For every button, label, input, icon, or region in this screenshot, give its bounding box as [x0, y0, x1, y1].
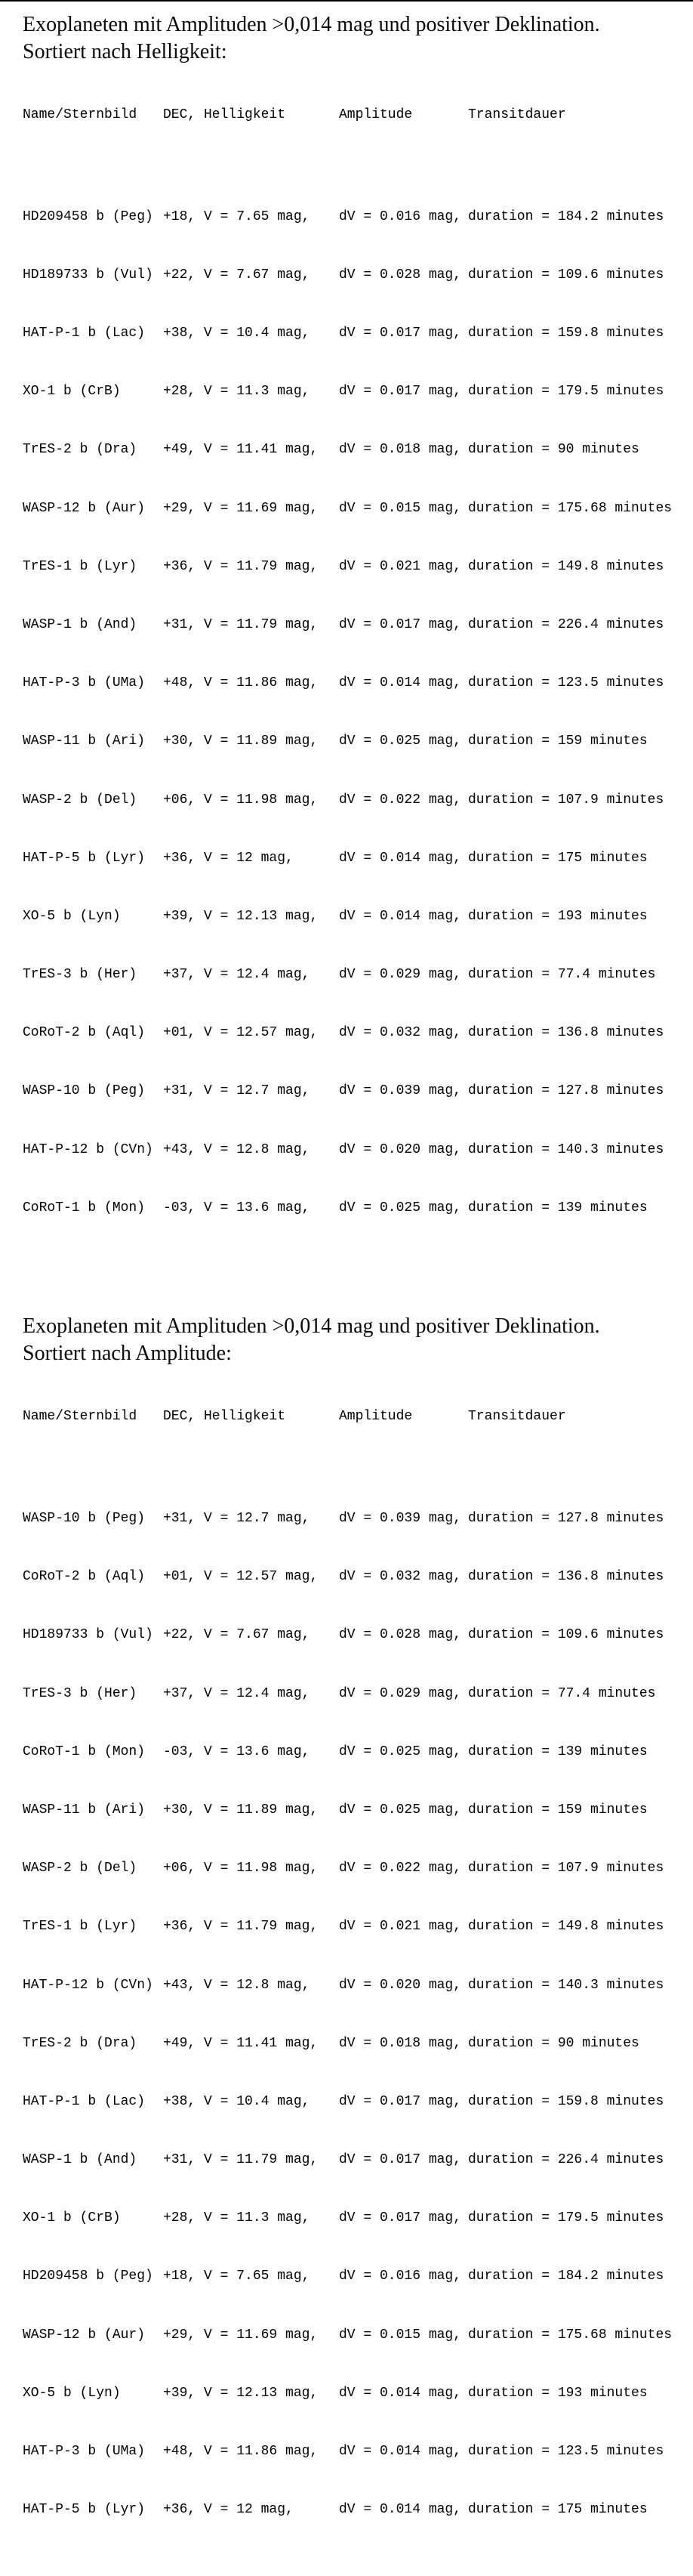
- amplitude-cell: dV = 0.025 mag,: [339, 1802, 462, 1818]
- heading-line-1: Exoplaneten mit Amplituden >0,014 mag und positiver Deklination.: [23, 1314, 600, 1339]
- section-heading: [23, 11, 687, 66]
- dec-brightness-cell: +31, V = 11.79 mag,: [163, 616, 319, 632]
- amplitude-cell: dV = 0.017 mag,: [339, 384, 462, 400]
- column-header-name: Name/Sternbild: [23, 1408, 137, 1424]
- planet-name-cell: CoRoT-2 b (Aql): [23, 1569, 146, 1585]
- transit-duration-cell: duration = 107.9 minutes: [468, 792, 664, 808]
- table-row: [23, 210, 687, 224]
- dec-brightness-cell: +38, V = 10.4 mag,: [163, 326, 310, 341]
- table-row: [23, 1201, 687, 1215]
- table-row: [23, 968, 687, 982]
- heading-line-2: Sortiert nach Amplitude:: [23, 1342, 232, 1366]
- transit-duration-cell: duration = 226.4 minutes: [468, 616, 664, 632]
- amplitude-cell: dV = 0.020 mag,: [339, 1141, 462, 1157]
- dec-brightness-cell: +31, V = 12.7 mag,: [163, 1083, 310, 1099]
- dec-brightness-cell: +36, V = 12 mag,: [163, 850, 294, 866]
- column-header-transit-duration: Transitdauer: [468, 1408, 566, 1424]
- planet-name-cell: HAT-P-1 b (Lac): [23, 326, 146, 341]
- planet-name-cell: TrES-2 b (Dra): [23, 2035, 137, 2051]
- transit-duration-cell: duration = 136.8 minutes: [468, 1025, 664, 1041]
- dec-brightness-cell: +31, V = 11.79 mag,: [163, 2152, 319, 2168]
- dec-brightness-cell: +29, V = 11.69 mag,: [163, 2327, 319, 2343]
- table-row: [23, 1628, 687, 1642]
- planet-name-cell: HD189733 b (Vul): [23, 1627, 153, 1643]
- dec-brightness-cell: +01, V = 12.57 mag,: [163, 1569, 319, 1585]
- planet-name-cell: TrES-1 b (Lyr): [23, 558, 137, 574]
- amplitude-cell: dV = 0.017 mag,: [339, 2093, 462, 2109]
- amplitude-cell: dV = 0.017 mag,: [339, 2152, 462, 2168]
- amplitude-cell: dV = 0.032 mag,: [339, 1569, 462, 1585]
- amplitude-cell: dV = 0.020 mag,: [339, 1977, 462, 1993]
- heading-line-2: Sortiert nach Helligkeit:: [23, 40, 227, 63]
- table-row: [23, 560, 687, 574]
- dec-brightness-cell: +06, V = 11.98 mag,: [163, 792, 319, 808]
- transit-duration-cell: duration = 159.8 minutes: [468, 326, 664, 341]
- planet-name-cell: CoRoT-1 b (Mon): [23, 1200, 146, 1215]
- transit-duration-cell: duration = 140.3 minutes: [468, 1141, 664, 1157]
- table-row: [23, 2037, 687, 2051]
- transit-duration-cell: duration = 136.8 minutes: [468, 1569, 664, 1585]
- amplitude-cell: dV = 0.017 mag,: [339, 2210, 462, 2226]
- table-row: [23, 443, 687, 457]
- column-header-transit-duration: Transitdauer: [468, 107, 566, 122]
- table-row: [23, 1512, 687, 1526]
- table-row: [23, 618, 687, 632]
- planet-name-cell: HD189733 b (Vul): [23, 267, 153, 283]
- transit-duration-cell: duration = 179.5 minutes: [468, 2210, 664, 2226]
- dec-brightness-cell: +39, V = 12.13 mag,: [163, 2385, 319, 2401]
- amplitude-cell: dV = 0.018 mag,: [339, 2035, 462, 2051]
- dec-brightness-cell: +37, V = 12.4 mag,: [163, 1685, 310, 1701]
- transit-duration-cell: duration = 175.68 minutes: [468, 2327, 673, 2343]
- table-row: [23, 1978, 687, 1993]
- amplitude-cell: dV = 0.032 mag,: [339, 1025, 462, 1041]
- table-row: [23, 2328, 687, 2343]
- amplitude-cell: dV = 0.039 mag,: [339, 1511, 462, 1527]
- exoplanet-table-amplitude: [23, 1380, 687, 2575]
- heading-line-1: Exoplaneten mit Amplituden >0,014 mag und positiver Deklination.: [23, 13, 600, 36]
- column-header-dec-brightness: DEC, Helligkeit: [163, 107, 286, 122]
- planet-name-cell: XO-5 b (Lyn): [23, 2385, 121, 2401]
- planet-name-cell: WASP-12 b (Aur): [23, 500, 146, 516]
- table-row: [23, 910, 687, 924]
- table-row: [23, 851, 687, 866]
- amplitude-cell: dV = 0.014 mag,: [339, 675, 462, 691]
- transit-duration-cell: duration = 226.4 minutes: [468, 2152, 664, 2168]
- dec-brightness-cell: -03, V = 13.6 mag,: [163, 1200, 310, 1215]
- transit-duration-cell: duration = 139 minutes: [468, 1744, 648, 1759]
- table-row: [23, 326, 687, 341]
- planet-name-cell: HD209458 b (Peg): [23, 2269, 153, 2284]
- amplitude-cell: dV = 0.018 mag,: [339, 442, 462, 458]
- planet-name-cell: WASP-2 b (Del): [23, 1861, 137, 1876]
- planet-name-cell: WASP-11 b (Ari): [23, 734, 146, 749]
- table-row: [23, 1861, 687, 1876]
- transit-duration-cell: duration = 193 minutes: [468, 2385, 648, 2401]
- table-row: [23, 1570, 687, 1584]
- section-sorted-by-brightness: [23, 11, 687, 1274]
- table-row: [23, 2445, 687, 2459]
- transit-duration-cell: duration = 109.6 minutes: [468, 267, 664, 283]
- amplitude-cell: dV = 0.029 mag,: [339, 1685, 462, 1701]
- dec-brightness-cell: +30, V = 11.89 mag,: [163, 1802, 319, 1818]
- transit-duration-cell: duration = 159.8 minutes: [468, 2093, 664, 2109]
- amplitude-cell: dV = 0.017 mag,: [339, 326, 462, 341]
- planet-name-cell: WASP-2 b (Del): [23, 792, 137, 808]
- amplitude-cell: dV = 0.022 mag,: [339, 792, 462, 808]
- table-row: [23, 793, 687, 808]
- amplitude-cell: dV = 0.014 mag,: [339, 908, 462, 924]
- transit-duration-cell: duration = 107.9 minutes: [468, 1861, 664, 1876]
- table-row: [23, 502, 687, 516]
- amplitude-cell: dV = 0.025 mag,: [339, 1200, 462, 1215]
- table-row: [23, 2153, 687, 2167]
- table-row: [23, 2095, 687, 2109]
- transit-duration-cell: duration = 175 minutes: [468, 850, 648, 866]
- planet-name-cell: XO-1 b (CrB): [23, 384, 121, 400]
- table-row: [23, 1920, 687, 1934]
- planet-name-cell: TrES-3 b (Her): [23, 1685, 137, 1701]
- amplitude-cell: dV = 0.016 mag,: [339, 208, 462, 224]
- column-header-dec-brightness: DEC, Helligkeit: [163, 1408, 286, 1424]
- planet-name-cell: CoRoT-1 b (Mon): [23, 1744, 146, 1759]
- dec-brightness-cell: +30, V = 11.89 mag,: [163, 734, 319, 749]
- column-header-amplitude: Amplitude: [339, 1408, 413, 1424]
- table-row: [23, 1745, 687, 1759]
- exoplanet-table-brightness: [23, 79, 687, 1274]
- transit-duration-cell: duration = 90 minutes: [468, 442, 639, 458]
- amplitude-cell: dV = 0.021 mag,: [339, 558, 462, 574]
- amplitude-cell: dV = 0.014 mag,: [339, 850, 462, 866]
- dec-brightness-cell: +39, V = 12.13 mag,: [163, 908, 319, 924]
- section-sorted-by-amplitude: [23, 1313, 687, 2575]
- table-row: [23, 2269, 687, 2284]
- dec-brightness-cell: +43, V = 12.8 mag,: [163, 1977, 310, 1993]
- planet-name-cell: TrES-1 b (Lyr): [23, 1919, 137, 1935]
- table-row: [23, 2211, 687, 2225]
- planet-name-cell: WASP-10 b (Peg): [23, 1511, 146, 1527]
- transit-duration-cell: duration = 179.5 minutes: [468, 384, 664, 400]
- dec-brightness-cell: +36, V = 11.79 mag,: [163, 558, 319, 574]
- dec-brightness-cell: +01, V = 12.57 mag,: [163, 1025, 319, 1041]
- amplitude-cell: dV = 0.014 mag,: [339, 2502, 462, 2518]
- planet-name-cell: HD209458 b (Peg): [23, 208, 153, 224]
- table-row: [23, 268, 687, 283]
- dec-brightness-cell: +22, V = 7.67 mag,: [163, 1627, 310, 1643]
- dec-brightness-cell: +49, V = 11.41 mag,: [163, 2035, 319, 2051]
- table-row: [23, 1026, 687, 1040]
- amplitude-cell: dV = 0.015 mag,: [339, 500, 462, 516]
- dec-brightness-cell: +18, V = 7.65 mag,: [163, 2269, 310, 2284]
- dec-brightness-cell: -03, V = 13.6 mag,: [163, 1744, 310, 1759]
- planet-name-cell: WASP-1 b (And): [23, 616, 137, 632]
- planet-name-cell: HAT-P-3 b (UMa): [23, 675, 146, 691]
- transit-duration-cell: duration = 127.8 minutes: [468, 1511, 664, 1527]
- dec-brightness-cell: +48, V = 11.86 mag,: [163, 675, 319, 691]
- amplitude-cell: dV = 0.028 mag,: [339, 267, 462, 283]
- dec-brightness-cell: +43, V = 12.8 mag,: [163, 1141, 310, 1157]
- transit-duration-cell: duration = 90 minutes: [468, 2035, 639, 2051]
- transit-duration-cell: duration = 123.5 minutes: [468, 2444, 664, 2460]
- planet-name-cell: TrES-3 b (Her): [23, 967, 137, 983]
- table-header-row: [23, 1410, 687, 1424]
- table-row: [23, 734, 687, 749]
- amplitude-cell: dV = 0.025 mag,: [339, 734, 462, 749]
- transit-duration-cell: duration = 184.2 minutes: [468, 208, 664, 224]
- column-header-name: Name/Sternbild: [23, 107, 137, 122]
- planet-name-cell: CoRoT-2 b (Aql): [23, 1025, 146, 1041]
- dec-brightness-cell: +37, V = 12.4 mag,: [163, 967, 310, 983]
- table-row: [23, 1687, 687, 1701]
- dec-brightness-cell: +22, V = 7.67 mag,: [163, 267, 310, 283]
- dec-brightness-cell: +06, V = 11.98 mag,: [163, 1861, 319, 1876]
- planet-name-cell: WASP-10 b (Peg): [23, 1083, 146, 1099]
- amplitude-cell: dV = 0.029 mag,: [339, 967, 462, 983]
- table-header-row: [23, 108, 687, 122]
- amplitude-cell: dV = 0.015 mag,: [339, 2327, 462, 2343]
- column-header-amplitude: Amplitude: [339, 107, 413, 122]
- dec-brightness-cell: +36, V = 11.79 mag,: [163, 1919, 319, 1935]
- table-row: [23, 1143, 687, 1157]
- table-row: [23, 2503, 687, 2517]
- planet-name-cell: HAT-P-5 b (Lyr): [23, 2502, 146, 2518]
- table-row: [23, 676, 687, 690]
- table-row: [23, 385, 687, 399]
- transit-duration-cell: duration = 77.4 minutes: [468, 967, 656, 983]
- transit-duration-cell: duration = 127.8 minutes: [468, 1083, 664, 1099]
- planet-name-cell: HAT-P-1 b (Lac): [23, 2093, 146, 2109]
- amplitude-cell: dV = 0.022 mag,: [339, 1861, 462, 1876]
- document-page: [0, 2, 693, 2576]
- table-row: [23, 1803, 687, 1818]
- dec-brightness-cell: +48, V = 11.86 mag,: [163, 2444, 319, 2460]
- planet-name-cell: HAT-P-3 b (UMa): [23, 2444, 146, 2460]
- dec-brightness-cell: +49, V = 11.41 mag,: [163, 442, 319, 458]
- dec-brightness-cell: +28, V = 11.3 mag,: [163, 2210, 310, 2226]
- planet-name-cell: HAT-P-12 b (CVn): [23, 1141, 153, 1157]
- dec-brightness-cell: +29, V = 11.69 mag,: [163, 500, 319, 516]
- dec-brightness-cell: +31, V = 12.7 mag,: [163, 1511, 310, 1527]
- transit-duration-cell: duration = 159 minutes: [468, 734, 648, 749]
- dec-brightness-cell: +36, V = 12 mag,: [163, 2502, 294, 2518]
- transit-duration-cell: duration = 175.68 minutes: [468, 500, 673, 516]
- transit-duration-cell: duration = 193 minutes: [468, 908, 648, 924]
- transit-duration-cell: duration = 109.6 minutes: [468, 1627, 664, 1643]
- table-body: [23, 1453, 687, 2547]
- transit-duration-cell: duration = 77.4 minutes: [468, 1685, 656, 1701]
- table-body: [23, 151, 687, 1244]
- amplitude-cell: dV = 0.014 mag,: [339, 2444, 462, 2460]
- planet-name-cell: XO-1 b (CrB): [23, 2210, 121, 2226]
- planet-name-cell: WASP-11 b (Ari): [23, 1802, 146, 1818]
- amplitude-cell: dV = 0.016 mag,: [339, 2269, 462, 2284]
- amplitude-cell: dV = 0.021 mag,: [339, 1919, 462, 1935]
- transit-duration-cell: duration = 175 minutes: [468, 2502, 648, 2518]
- amplitude-cell: dV = 0.039 mag,: [339, 1083, 462, 1099]
- amplitude-cell: dV = 0.017 mag,: [339, 616, 462, 632]
- section-heading: [23, 1313, 687, 1367]
- table-row: [23, 2386, 687, 2401]
- transit-duration-cell: duration = 159 minutes: [468, 1802, 648, 1818]
- amplitude-cell: dV = 0.028 mag,: [339, 1627, 462, 1643]
- dec-brightness-cell: +38, V = 10.4 mag,: [163, 2093, 310, 2109]
- transit-duration-cell: duration = 139 minutes: [468, 1200, 648, 1215]
- planet-name-cell: HAT-P-5 b (Lyr): [23, 850, 146, 866]
- planet-name-cell: WASP-12 b (Aur): [23, 2327, 146, 2343]
- planet-name-cell: HAT-P-12 b (CVn): [23, 1977, 153, 1993]
- planet-name-cell: WASP-1 b (And): [23, 2152, 137, 2168]
- planet-name-cell: XO-5 b (Lyn): [23, 908, 121, 924]
- transit-duration-cell: duration = 149.8 minutes: [468, 1919, 664, 1935]
- transit-duration-cell: duration = 123.5 minutes: [468, 675, 664, 691]
- table-row: [23, 1084, 687, 1098]
- dec-brightness-cell: +18, V = 7.65 mag,: [163, 208, 310, 224]
- transit-duration-cell: duration = 149.8 minutes: [468, 558, 664, 574]
- amplitude-cell: dV = 0.014 mag,: [339, 2385, 462, 2401]
- amplitude-cell: dV = 0.025 mag,: [339, 1744, 462, 1759]
- dec-brightness-cell: +28, V = 11.3 mag,: [163, 384, 310, 400]
- transit-duration-cell: duration = 140.3 minutes: [468, 1977, 664, 1993]
- planet-name-cell: TrES-2 b (Dra): [23, 442, 137, 458]
- transit-duration-cell: duration = 184.2 minutes: [468, 2269, 664, 2284]
